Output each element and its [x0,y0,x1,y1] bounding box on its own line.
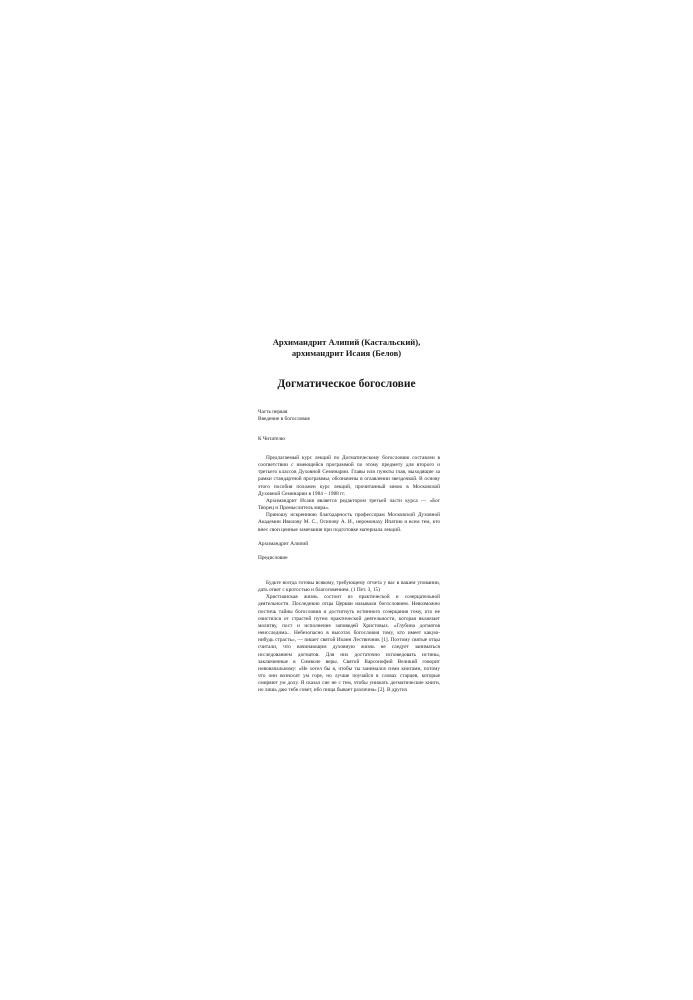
to-reader-paragraph: Предлагаемый курс лекций по Догматическому богословию составлен в соответствии с имеющейся программой по этому предмету для второго и третьего классов Духовной Семинарии. Главы или пункты глав, выходящие за рамки стандартной программы, обозначены в оглавлении звездочкой. В основу этого пособия положен курс лекций, прочитанный мною в Московской Духовной Семинарии в 1984 – 1988 гг. [258,455,440,497]
signature: Архимандрит Алипий [258,541,309,547]
preface-heading: Предисловие [258,555,288,561]
author-line-1: Архимандрит Алипий (Кастальский), [272,337,421,347]
section-label: Введение в богословие [258,416,310,423]
to-reader-paragraph: Приношу искреннюю благодарность профессорам Московской Духовной Академии Ивилову М. С., Осипову А. И., иеромонаху Ипатию и всем тем, кто внес свои ценные замечания при подготовке материала лекций. [258,512,440,533]
preface-epigraph: Будьте всегда готовы всякому, требующему отчета у вас в вашем уповании, дать ответ с кротостью и благоговением. (1 Пет. 3, 15) [258,580,440,594]
part-heading [258,409,440,423]
to-reader-heading: К Читателю [258,436,285,442]
author-line-2: архимандрит Исаия (Белов) [291,348,402,358]
part-label: Часть первая [258,409,288,415]
preface-paragraph: Христианская жизнь состоит из практической и созерцательной деятельности. Последнюю отцы Церкви называли богословием. Невозможно постичь тайны богословия и достигнуть истинного созерцания тому, кто не очистился от страстей путем практической деятельности, которая включает молитву, пост и исполнение заповедей Христовых. «Глубина догматов неисследима... Небезопасно в высотах богословия тому, кто имеет какую-нибудь страсть», — пишет святой Иоанн Лествичник [1]. Поэтому святые отцы считали, что начинающим духовную жизнь не следует заниматься исследованием догматов. Для них достаточно исповедовать истины, заключенные в Символе веры. Святой Варсонофий Великий говорит новоначальному: «Не хотел бы я, чтобы ты занимался сими книгами, потому что они возносят ум горе, но лучше поучайся в словах старцев, которые смиряют ум долу. Я сказал сие не с тем, чтобы унижать догматические книги, но лишь даю тебе совет, ибо пища бывает различна» [2]. В других [258,594,440,694]
preface-text [258,580,440,695]
authors-heading [0,337,693,359]
document-title: Догматическое богословие [277,378,416,390]
to-reader-paragraph: Архимандрит Исаия является редактором третьей части курса — «Бог Творец и Промыслитель мира». [258,497,440,512]
to-reader-text [258,455,440,534]
